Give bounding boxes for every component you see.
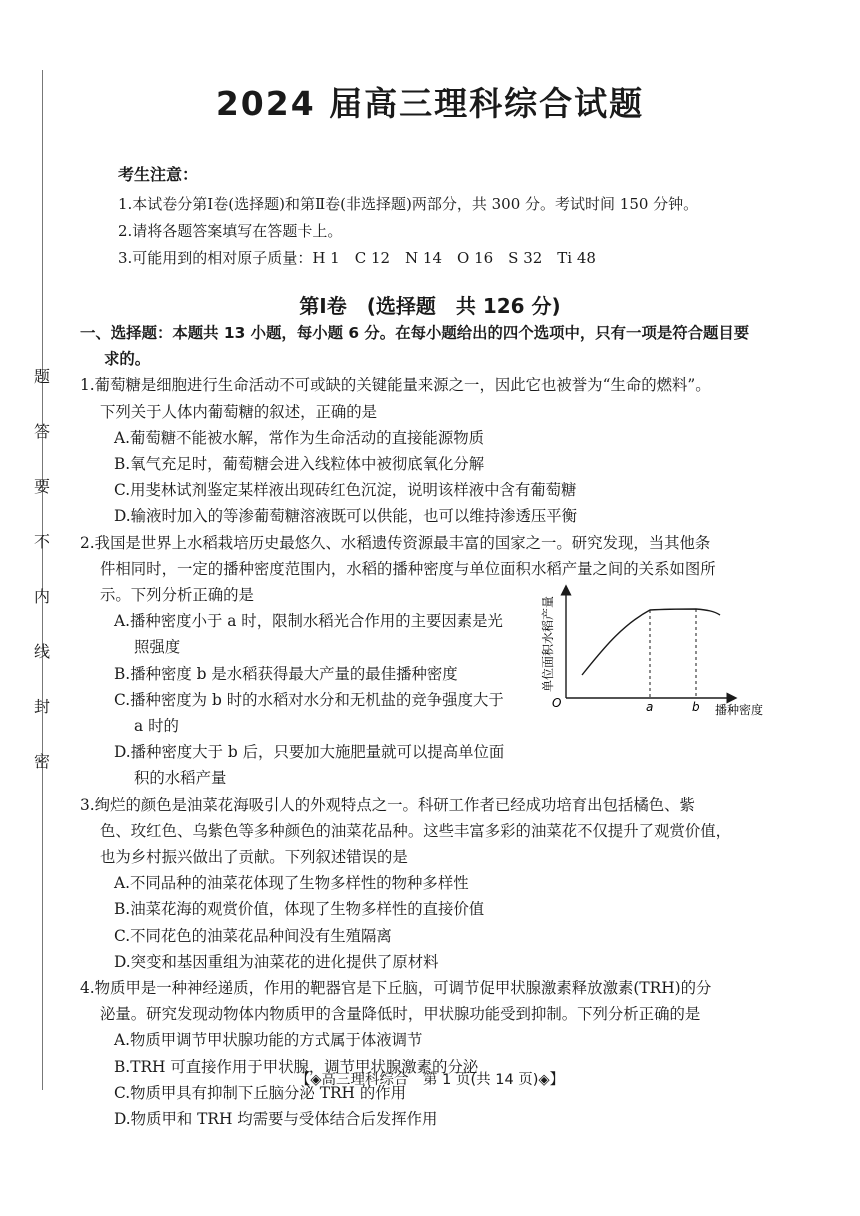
option-d: D.输液时加入的等渗葡萄糖溶液既可以供能，也可以维持渗透压平衡 [114, 507, 578, 526]
option-text: a 时的 [134, 717, 179, 736]
question-stem-line: 4.物质甲是一种神经递质，作用的靶器官是下丘脑，可调节促甲状腺激素释放激素(TRH)的分 [80, 979, 712, 998]
part-heading-line: 求的。 [104, 350, 151, 369]
option-a [80, 608, 544, 660]
seal-char: 不 [33, 532, 50, 551]
question-stem-line: 3.绚烂的颜色是油菜花海吸引人的外观特点之一。科研工作者已经成功培育出包括橘色、紫 [80, 795, 695, 814]
notice-line: 2.请将各题答案填写在答题卡上。 [118, 222, 343, 240]
notice-line: 1.本试卷分第Ⅰ卷(选择题)和第Ⅱ卷(非选择题)两部分，共 300 分。考试时间 150 分钟。 [118, 195, 699, 213]
seal-char: 要 [33, 477, 50, 496]
option-d: D.突变和基因重组为油菜花的进化提供了原材料 [114, 952, 439, 971]
notice-line: 3.可能用到的相对原子质量：H 1 C 12 N 14 O 16 S 32 Ti 48 [118, 249, 596, 267]
option-c: C.物质甲具有抑制下丘脑分泌 TRH 的作用 [114, 1083, 407, 1102]
density-yield-chart [532, 580, 772, 730]
part-heading [80, 320, 798, 372]
question-4 [80, 975, 798, 1132]
option-b: B.油菜花海的观赏价值，体现了生物多样性的直接价值 [114, 900, 485, 919]
option-a: A.物质甲调节甲状腺功能的方式属于体液调节 [114, 1031, 423, 1050]
question-stem-line: 也为乡村振兴做出了贡献。下列叙述错误的是 [100, 848, 408, 867]
seal-char: 内 [33, 587, 50, 606]
option-c: C.不同花色的油菜花品种间没有生殖隔离 [114, 926, 392, 945]
question-stem-line: 件相同时，一定的播种密度范围内，水稻的播种密度与单位面积水稻产量之间的关系如图所 [100, 559, 716, 578]
option-text: C.播种密度为 b 时的水稻对水分和无机盐的竞争强度大于 [114, 690, 504, 709]
seal-char: 密 [33, 752, 50, 771]
question-stem-line: 色、玫红色、乌紫色等多种颜色的油菜花品种。这些丰富多彩的油菜花不仅提升了观赏价值， [100, 821, 732, 840]
yield-curve [582, 609, 720, 675]
option-d: D.物质甲和 TRH 均需要与受体结合后发挥作用 [114, 1110, 438, 1129]
question-1 [80, 372, 798, 529]
option-c: C.用斐林试剂鉴定某样液出现砖红色沉淀，说明该样液中含有葡萄糖 [114, 481, 577, 500]
option-a: A.不同品种的油菜花体现了生物多样性的物种多样性 [114, 874, 469, 893]
question-stem-line: 2.我国是世界上水稻栽培历史最悠久、水稻遗传资源最丰富的国家之一。研究发现，当其他条 [80, 533, 711, 552]
question-stem-line: 示。下列分析正确的是 [100, 586, 254, 605]
x-axis-label: 播种密度 [715, 703, 764, 717]
option-text: A.播种密度小于 a 时，限制水稻光合作用的主要因素是光 [114, 612, 503, 631]
seal-char: 封 [33, 697, 50, 716]
option-text: D.播种密度大于 b 后，只要加大施肥量就可以提高单位面 [114, 743, 505, 762]
option-b [80, 661, 544, 687]
exam-title: 2024 届高三理科综合试题 [215, 84, 645, 123]
section-title: 第Ⅰ卷 (选择题 共 126 分) [299, 294, 561, 318]
origin-label: O [552, 696, 562, 710]
notice-heading: 考生注意： [118, 165, 199, 184]
candidate-notice [118, 162, 838, 272]
option-a: A.葡萄糖不能被水解，常作为生命活动的直接能源物质 [114, 428, 484, 447]
x-tick-label-a: a [646, 700, 654, 714]
x-tick-label-b: b [692, 700, 700, 714]
option-b: B.氧气充足时，葡萄糖会进入线粒体中被彻底氧化分解 [114, 455, 485, 474]
question-stem-line: 泌量。研究发现动物体内物质甲的含量降低时，甲状腺功能受到抑制。下列分析正确的是 [100, 1005, 701, 1024]
seal-char: 线 [33, 642, 50, 661]
option-c [80, 687, 544, 739]
option-b: B.TRH 可直接作用于甲状腺，调节甲状腺激素的分泌 [114, 1057, 479, 1076]
page-footer: 【◈高三理科综合 第 1 页(共 14 页)◈】 [295, 1072, 565, 1088]
option-text: B.播种密度 b 是水稻获得最大产量的最佳播种密度 [114, 664, 458, 683]
part-heading-line: 一、选择题：本题共 13 小题，每小题 6 分。在每小题给出的四个选项中，只有一项是符合题目要 [80, 324, 750, 342]
question-3 [80, 792, 798, 975]
option-text: 照强度 [134, 638, 181, 657]
seal-char: 题 [33, 367, 50, 386]
binding-seal-text [30, 368, 54, 808]
y-axis-label: 单位面积水稻产量 [541, 595, 555, 692]
option-text: 积的水稻产量 [134, 769, 227, 788]
option-d [80, 739, 544, 791]
question-stem-line: 1.葡萄糖是细胞进行生命活动不可或缺的关键能量来源之一，因此它也被誉为“生命的燃料”。 [80, 376, 711, 395]
seal-char: 答 [33, 422, 50, 441]
question-stem-line: 下列关于人体内葡萄糖的叙述，正确的是 [100, 402, 378, 421]
